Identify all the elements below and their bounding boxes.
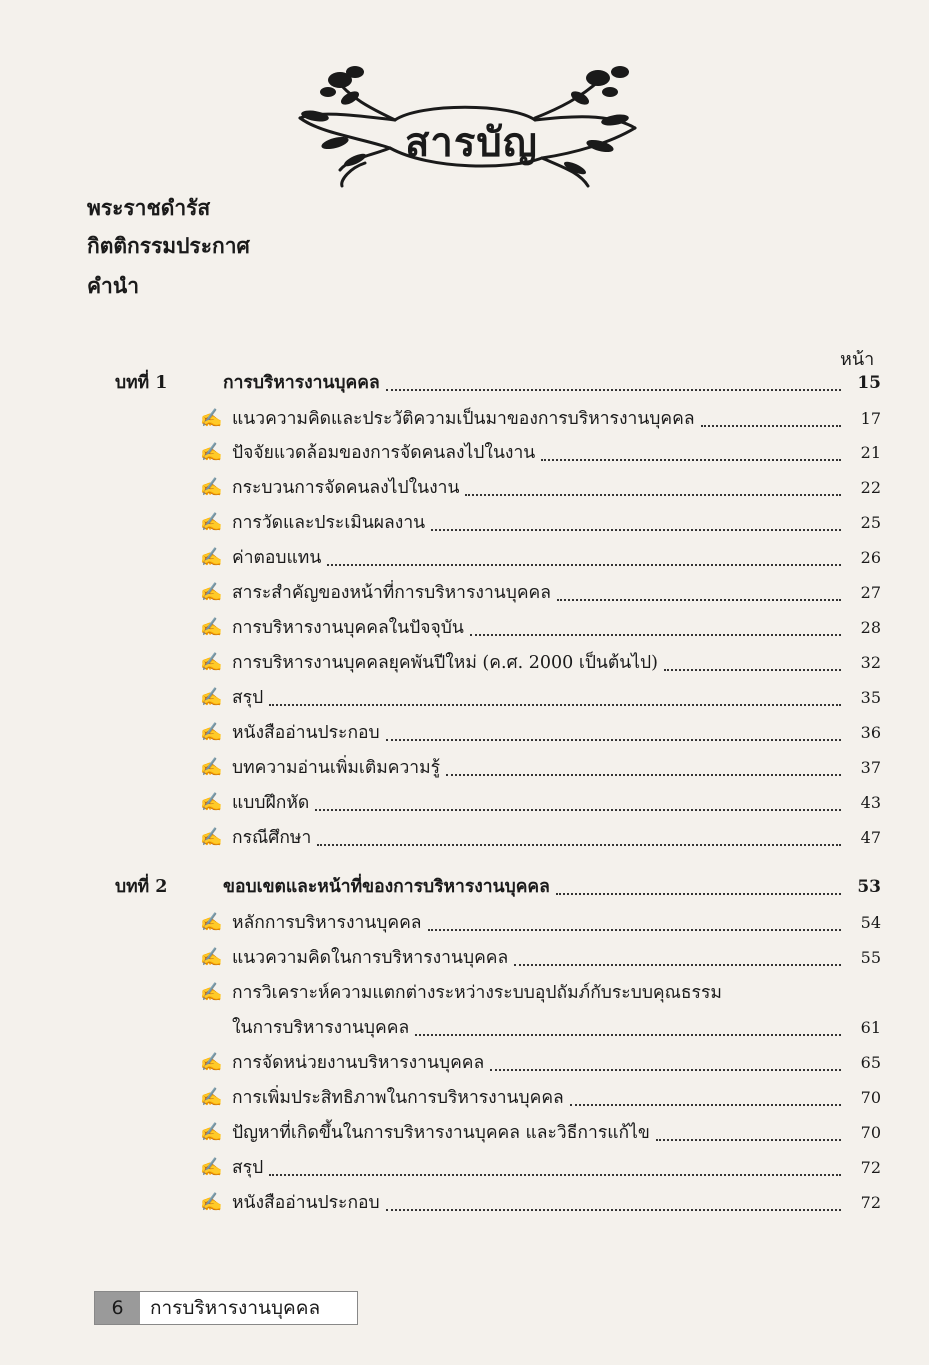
section-row [200,543,881,571]
writing-hand-icon: ✍ [200,722,223,743]
leader-dots [415,1034,841,1036]
leader-dots [656,1139,841,1141]
section-row [200,978,881,1006]
writing-hand-icon: ✍ [200,547,223,568]
section-label: สาระสำคัญของหน้าที่การบริหารงานบุคคล [232,583,551,603]
page-number: 32 [860,653,881,672]
section-row [200,788,881,816]
page-number: 72 [860,1158,881,1177]
writing-hand-icon: ✍ [200,687,223,708]
section-label: หนังสืออ่านประกอบ [232,723,380,743]
writing-hand-icon: ✍ [200,442,223,463]
front-matter-item: พระราชดำรัส [87,195,211,220]
chapter-title: ขอบเขตและหน้าที่ของการบริหารงานบุคคล [223,877,550,897]
leader-dots [386,389,841,391]
writing-hand-icon: ✍ [200,947,223,968]
section-label: การเพิ่มประสิทธิภาพในการบริหารงานบุคคล [232,1088,564,1108]
page-number: 15 [857,373,881,393]
page-number: 61 [860,1018,881,1037]
section-row [200,1083,881,1111]
chapter-number: บทที่ 2 [115,877,168,897]
section-label-continuation: ในการบริหารงานบุคคล [232,1018,410,1038]
chapter-number: บทที่ 1 [115,373,168,393]
section-row [200,438,881,466]
page-number: 65 [860,1053,881,1072]
section-row [200,473,881,501]
writing-hand-icon: ✍ [200,757,223,778]
writing-hand-icon: ✍ [200,1052,223,1073]
section-row [200,908,881,936]
section-label: บทความอ่านเพิ่มเติมความรู้ [232,758,441,778]
writing-hand-icon: ✍ [200,982,223,1003]
section-label: กรณีศึกษา [232,828,312,848]
leader-dots [557,599,841,601]
section-label: หลักการบริหารงานบุคคล [232,913,422,933]
section-label: การวัดและประเมินผลงาน [232,513,426,533]
page-number: 70 [860,1123,881,1142]
leader-dots [386,1209,841,1211]
leader-dots [514,964,841,966]
writing-hand-icon: ✍ [200,477,223,498]
page-title: สารบัญ [405,120,538,166]
chapter-title: การบริหารงานบุคคล [223,373,380,393]
section-label: สรุป [232,1158,264,1178]
page-number: 72 [860,1193,881,1212]
page-number: 43 [860,793,881,812]
leader-dots [446,774,841,776]
section-row [200,508,881,536]
leader-dots [317,844,841,846]
section-label: ปัจจัยแวดล้อมของการจัดคนลงไปในงาน [232,443,536,463]
section-row [200,753,881,781]
writing-hand-icon: ✍ [200,408,223,429]
writing-hand-icon: ✍ [200,652,223,673]
page-number: 22 [860,478,881,497]
section-label: แบบฝึกหัด [232,793,310,813]
leader-dots [701,425,841,427]
section-row [200,578,881,606]
section-label: การบริหารงานบุคคลยุคพันปีใหม่ (ค.ศ. 2000 เป็นต้นไป) [232,653,658,673]
writing-hand-icon: ✍ [200,582,223,603]
leader-dots [664,669,841,671]
page-number: 35 [860,688,881,707]
leader-dots [269,1174,841,1176]
section-row [200,1153,881,1181]
leader-dots [315,809,841,811]
section-row [200,1048,881,1076]
writing-hand-icon: ✍ [200,1192,223,1213]
page-number: 17 [860,409,881,428]
section-label: แนวความคิดและประวัติความเป็นมาของการบริหารงานบุคคล [232,409,695,429]
page-number: 27 [860,583,881,602]
footer-book-title: การบริหารงานบุคคล [150,1297,321,1319]
section-row [200,718,881,746]
section-label: การจัดหน่วยงานบริหารงานบุคคล [232,1053,485,1073]
leader-dots [490,1069,841,1071]
footer-page-number: 6 [95,1292,140,1324]
writing-hand-icon: ✍ [200,792,223,813]
writing-hand-icon: ✍ [200,1157,223,1178]
page-number: 28 [860,618,881,637]
chapter-row [115,872,881,900]
section-row [200,613,881,641]
section-row [200,648,881,676]
page-number: 36 [860,723,881,742]
writing-hand-icon: ✍ [200,1122,223,1143]
section-row [200,1118,881,1146]
page-number: 25 [860,513,881,532]
page-number: 26 [860,548,881,567]
leader-dots [386,739,841,741]
leader-dots [327,564,841,566]
page-footer [94,1291,358,1325]
leader-dots [541,459,841,461]
front-matter-item: กิตติกรรมประกาศ [87,233,250,258]
leader-dots [465,494,841,496]
leader-dots [470,634,841,636]
section-label: แนวความคิดในการบริหารงานบุคคล [232,948,509,968]
leader-dots [556,893,841,895]
section-label: หนังสืออ่านประกอบ [232,1193,380,1213]
writing-hand-icon: ✍ [200,512,223,533]
page-number: 21 [860,443,881,462]
front-matter-item: คำนำ [87,273,139,298]
writing-hand-icon: ✍ [200,1087,223,1108]
page-number: 53 [857,877,881,897]
section-row-continuation [232,1013,881,1041]
page-number: 55 [860,948,881,967]
section-row [200,404,881,432]
section-row [200,683,881,711]
section-label: การบริหารงานบุคคลในปัจจุบัน [232,618,464,638]
section-row [200,823,881,851]
page-number: 47 [860,828,881,847]
section-row [200,1188,881,1216]
page-number: 70 [860,1088,881,1107]
page-number: 37 [860,758,881,777]
section-label: สรุป [232,688,264,708]
section-label: กระบวนการจัดคนลงไปในงาน [232,478,460,498]
section-label: การวิเคราะห์ความแตกต่างระหว่างระบบอุปถัมภ์กับระบบคุณธรรม [232,983,722,1003]
writing-hand-icon: ✍ [200,617,223,638]
leader-dots [431,529,841,531]
writing-hand-icon: ✍ [200,827,223,848]
leader-dots [428,929,841,931]
page-column-header: หน้า [840,349,875,370]
writing-hand-icon: ✍ [200,912,223,933]
leader-dots [570,1104,841,1106]
chapter-row [115,368,881,396]
section-label: ปัญหาที่เกิดขึ้นในการบริหารงานบุคคล และวิธีการแก้ไข [232,1123,650,1143]
section-row [200,943,881,971]
section-label: ค่าตอบแทน [232,548,322,568]
page-number: 54 [860,913,881,932]
leader-dots [269,704,841,706]
